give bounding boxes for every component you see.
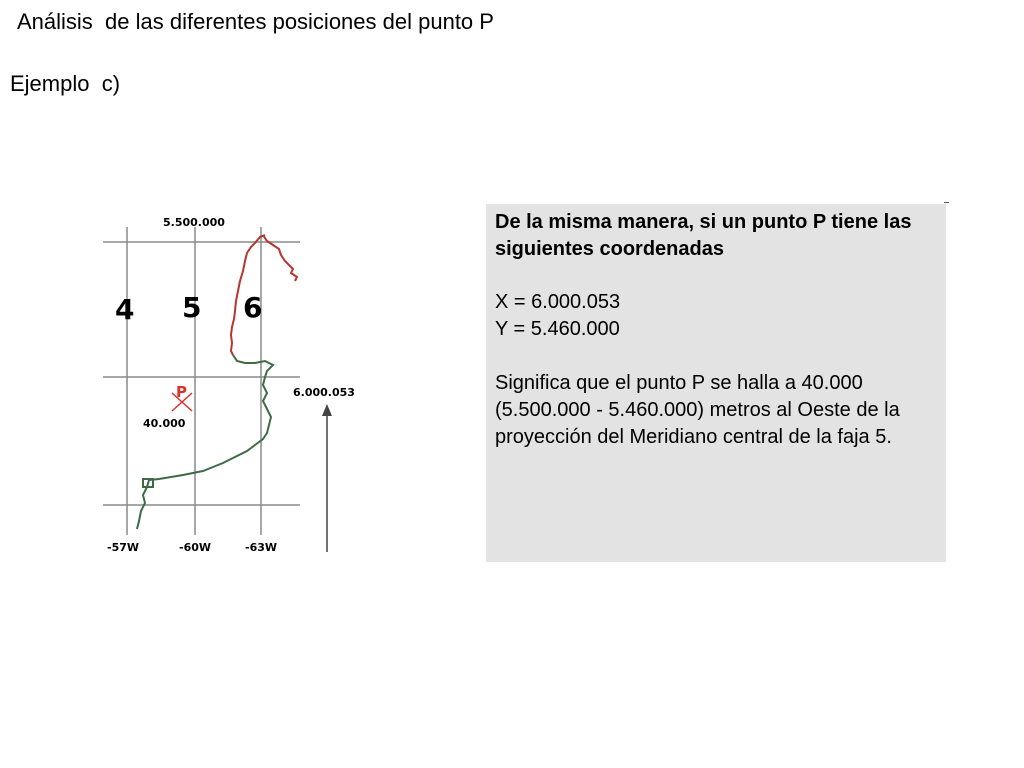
- map-svg: [95, 205, 385, 565]
- northing-arrow-head: [322, 404, 332, 416]
- zone-5-label: 5: [182, 291, 202, 324]
- grid: [103, 227, 300, 535]
- distance-label: 40.000: [143, 417, 186, 430]
- meridian-57-label: -57W: [107, 541, 140, 554]
- explanation-description: Significa que el punto P se halla a 40.000 (5.500.000 - 5.460.000) metros al Oeste de la proyección del Meridiano central de la faja 5.: [495, 372, 900, 448]
- top-coord-label: 5.500.000: [163, 216, 225, 229]
- zone-6-label: 6: [243, 291, 263, 324]
- coordinate-y: Y = 5.460.000: [495, 318, 620, 340]
- point-p-label: P: [176, 383, 187, 401]
- right-coord-label: 6.000.053: [293, 386, 355, 399]
- map-figure: [95, 205, 385, 565]
- explanation-box: [486, 204, 946, 562]
- coordinates-block: [495, 289, 938, 343]
- border-south: [137, 355, 273, 529]
- meridian-60-label: -60W: [179, 541, 212, 554]
- slide-title: Análisis de las diferentes posiciones del punto P: [17, 9, 494, 34]
- explanation-heading: De la misma manera, si un punto P tiene las siguientes coordenadas: [495, 211, 912, 260]
- zone-4-label: 4: [115, 293, 135, 326]
- box-edge-tick: [944, 202, 949, 203]
- border-north: [231, 235, 297, 355]
- slide-subtitle: Ejemplo c): [10, 71, 121, 96]
- meridian-63-label: -63W: [245, 541, 278, 554]
- coordinate-x: X = 6.000.053: [495, 291, 621, 313]
